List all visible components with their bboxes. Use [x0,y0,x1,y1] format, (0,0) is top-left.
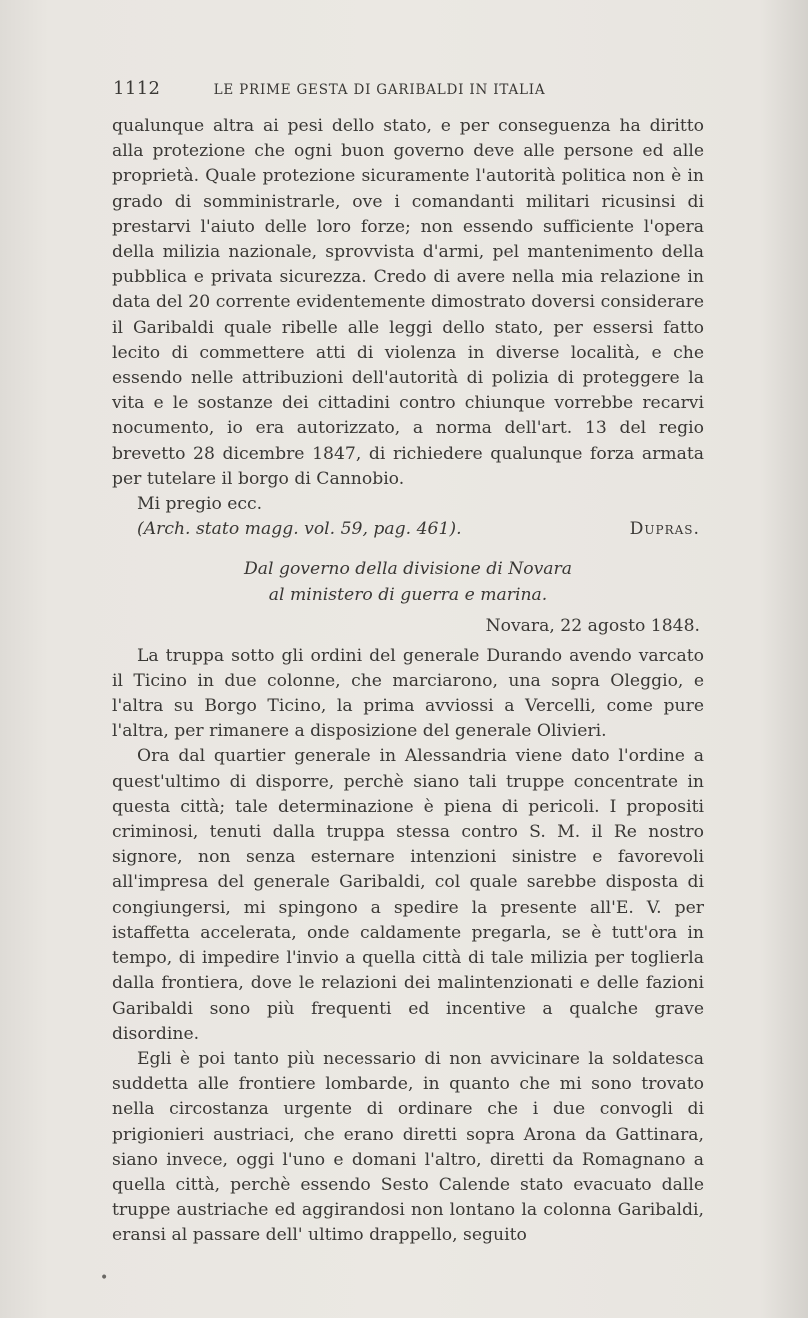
page-body [112,114,704,1249]
page-number: 1112 [113,78,161,99]
heading-line-1: Dal governo della divisione di Novara [243,559,573,580]
paragraph: Ora dal quartier generale in Alessandria viene dato l'ordine a quest'ultimo di disporre, perchè siano tali truppe concentrate in questa città; tale determinazione è piena di pericoli. I propositi criminosi, tenuti dalla truppa stessa contro S. M. il Re nostro signore, non senza esternare intenzioni sinistre e favorevoli all'impresa del generale Garibaldi, col quale sarebbe disposta di congiungersi, mi spingono a spedire la presente all'E. V. per istaffetta accelerata, onde caldamente pregarla, se è tutt'ora in tempo, di impedire l'invio a quella città di tale milizia per toglierla dalla frontiera, dove le relazioni dei malintenzionati e delle fazioni Garibaldi sono più frequenti ed incentive a qualche grave disordine. [112,746,704,1044]
heading-line-2: al ministero di guerra e marina. [268,585,548,606]
closing-formula: Mi pregio ecc. [137,494,263,515]
running-title: LE PRIME GESTA DI GARIBALDI IN ITALIA [213,82,546,98]
paragraph: La truppa sotto gli ordini del generale Durando avendo varcato il Ticino in due colonne, che marciarono, una sopra Oleggio, e l'altra su Borgo Ticino, la prima avviossi a Vercelli, come pure l'altra, per rimanere a disposizione del generale Olivieri. [112,645,704,742]
paragraph: Egli è poi tanto più necessario di non avvicinare la soldatesca suddetta alle frontiere lombarde, in quanto che mi sono trovato nella circostanza urgente di ordinare che i due convogli di prigionieri austriaci, che erano diretti sopra Arona da Gattinara, siano invece, oggi l'uno e domani l'altro, diretti da Romagnano a quella città, perchè essendo Sesto Calende stato evacuato dalle truppe austriache ed aggirandosi non lontano la colonna Garibaldi, eransi al passare dell' ultimo drappello, seguito [112,1048,704,1246]
bullet-mark-icon: • [100,1270,109,1286]
signature: Dupras. [629,519,700,540]
dateline: Novara, 22 agosto 1848. [485,616,700,637]
page-header [113,78,703,99]
archive-source: (Arch. stato magg. vol. 59, pag. 461). [137,519,462,540]
letter-heading [112,556,704,608]
paragraph-continued: qualunque altra ai pesi dello stato, e per conseguenza ha diritto alla protezione che ogni buon governo deve alle persone ed alle proprietà. Quale protezione sicuramente l'autorità politica non è in grado di somministrarle, ove i comandanti militari ricusinsi di prestarvi l'aiuto delle loro forze; non essendo sufficiente l'opera della milizia nazionale, sprovvista d'armi, pel mantenimento della pubblica e privata sicurezza. Credo di avere nella mia relazione in data del 20 corrente evidentemente dimostrato doversi considerare il Garibaldi quale ribelle alle leggi dello stato, per essersi fatto lecito di commettere atti di violenza in diverse località, e che essendo nelle attribuzioni dell'autorità di polizia di proteggere la vita e le sostanze dei cittadini contro chiunque vorrebbe recarvi nocumento, io era autorizzato, a norma dell'art. 13 del regio brevetto 28 dicembre 1847, di richiedere qualunque forza armata per tutelare il borgo di Cannobio. [112,116,704,489]
source-signature-row [112,517,704,542]
